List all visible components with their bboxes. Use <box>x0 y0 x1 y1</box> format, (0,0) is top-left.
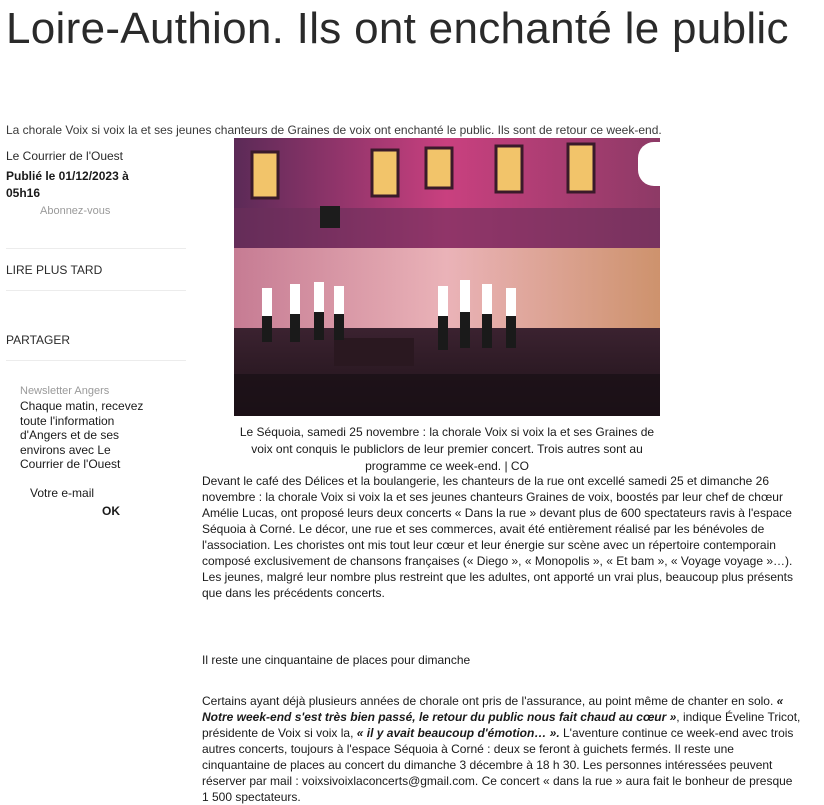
newsletter-label: Newsletter Angers <box>20 385 110 397</box>
article-subheading: Il reste une cinquantaine de places pour dimanche <box>202 653 471 667</box>
quote: « il y avait beaucoup d'émotion… ». <box>356 726 560 740</box>
ok-button[interactable]: OK <box>102 504 120 518</box>
concert-photo <box>234 138 660 416</box>
divider <box>6 248 186 249</box>
article-paragraph <box>202 693 802 805</box>
article-paragraph: Devant le café des Délices et la boulangerie, les chanteurs de la rue ont excellé samedi 25 et dimanche 26 novembre : la chorale Voix si voix la et ses jeunes chanteurs Graines de voix, boostés par leur chef de chœur Amélie Lucas, ont proposé leurs deux concerts « Dans la rue » devant plus de 600 spectateurs ravis à l'espace Séquoia à Corné. Le décor, une rue et ses commerces, avait été entièrement réalisé par les bénévoles de l'association. Les choristes ont mis tout leur cœur et leur énergie sur scène avec un répertoire contemporain composé exclusivement de chansons françaises (« Diego », « Monopolis », « Et bam », « Voyage voyage »…). Les jeunes, malgré leur nombre plus restreint que les adultes, ont apporté un vrai plus, beaucoup plus présents que dans les précédents concerts. <box>202 474 794 600</box>
divider <box>6 290 186 291</box>
article-lede: La chorale Voix si voix la et ses jeunes chanteurs de Graines de voix ont enchanté le public. Ils sont de retour ce week-end. <box>6 123 662 137</box>
subscribe-link[interactable]: Abonnez-vous <box>40 205 111 217</box>
article-title: Loire-Authion. Ils ont enchanté le public <box>6 4 789 53</box>
paragraph-text: , indique Éveline Tricot, présidente de Voix si voix la, <box>202 710 801 740</box>
photo-caption: Le Séquoia, samedi 25 novembre : la chorale Voix si voix la et ses Graines de voix ont conquis le publiclors de leur premier concert. Trois autres sont au programme ce week-end. | CO <box>239 425 655 473</box>
share-button[interactable]: PARTAGER <box>6 333 71 347</box>
divider <box>6 360 186 361</box>
paragraph-text: L'aventure continue ce week-end avec trois autres concerts, toujours à l'espace Séquoia à Corné : deux se feront à guichets fermés. Il reste une cinquantaine de places au concert du dimanche 3 décembre à 18 h 30. Les personnes intéressées peuvent réserver par mail : voixsivoixlaconcerts@gmail.com. Ce concert « dans la rue » aura fait le bonheur de presque 1 500 spectateurs. <box>202 726 794 804</box>
read-later-button[interactable]: LIRE PLUS TARD <box>6 263 103 277</box>
quote: « Notre week-end s'est très bien passé, le retour du public nous fait chaud au cœur » <box>202 694 784 724</box>
publish-date: Publié le 01/12/2023 à 05h16 <box>6 169 129 200</box>
newsletter-description: Chaque matin, recevez toute l'information d'Angers et de ses environs avec Le Courrier de l'Ouest <box>20 399 144 471</box>
paragraph-text: Certains ayant déjà plusieurs années de chorale ont pris de l'assurance, au point même de chanter en solo. <box>202 694 777 708</box>
email-field[interactable]: Votre e-mail <box>30 486 95 500</box>
page-fold <box>638 142 668 186</box>
source-name[interactable]: Le Courrier de l'Ouest <box>6 149 124 163</box>
